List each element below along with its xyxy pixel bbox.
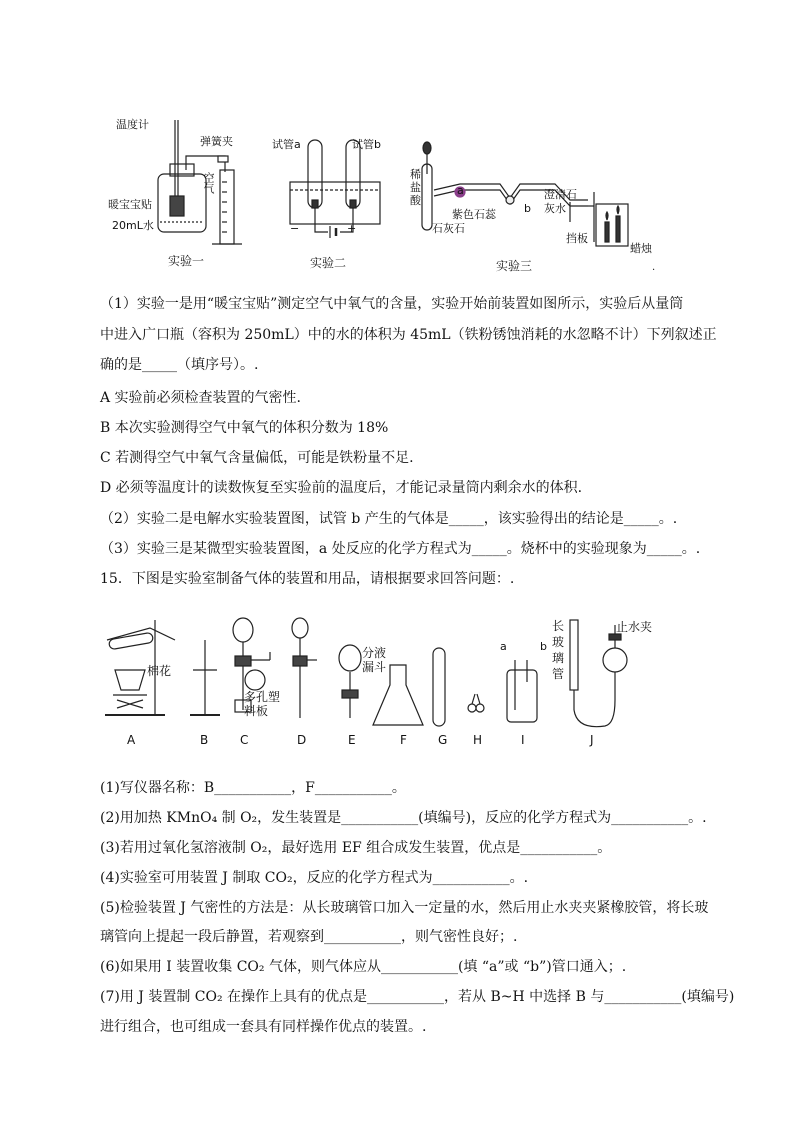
label-air: 空气 — [202, 172, 215, 194]
label-tube-a: 试管a — [272, 138, 301, 151]
q14-option-c: C 若测得空气中氧气含量偏低，可能是铁粉量不足. — [100, 450, 414, 466]
q15-sub7-line1: (7)用 J 装置制 CO₂ 在操作上具有的优点是___________，若从 B~H 中选择 B 与___________(填编号) — [100, 989, 735, 1005]
q14-part1-line3: 确的是_____（填序号）。. — [100, 357, 259, 373]
label-b: b — [524, 202, 531, 215]
letter-c: C — [240, 733, 249, 747]
beaker — [596, 204, 628, 246]
conical-flask — [373, 665, 423, 725]
label-thermometer: 温度计 — [116, 118, 149, 131]
q14-part1-line1: （1）实验一是用“暖宝宝贴”测定空气中氧气的含量，实验开始前装置如图所示，实验后从量筒 — [100, 296, 684, 312]
letter-j: J — [590, 733, 594, 747]
q15-sub7-line2: 进行组合，也可组成一套具有同样操作优点的装置。. — [100, 1019, 427, 1035]
q15-sub5-line2: 璃管向上提起一段后静置，若观察到___________，则气密性良好；. — [100, 929, 518, 945]
label-warmer: 暖宝宝贴 — [108, 198, 152, 211]
candle — [605, 222, 609, 242]
label-tube-b: 试管b — [352, 138, 381, 151]
q15-sub5-line1: (5)检验装置 J 气密性的方法是：从长玻璃管口加入一定量的水，然后用止水夹夹紧橡胶管，将长玻 — [100, 900, 709, 916]
label-tube-port-a: a — [500, 640, 507, 653]
caption-exp2: 实验二 — [310, 256, 347, 270]
letter-e: E — [348, 733, 356, 747]
label-plus: + — [347, 222, 357, 235]
q14-option-b: B 本次实验测得空气中氧气的体积分数为 18% — [100, 420, 389, 436]
label-acid: 稀盐酸 — [410, 168, 421, 207]
q15-sub4: (4)实验室可用装置 J 制取 CO₂，反应的化学方程式为___________。. — [100, 870, 529, 886]
label-candle: 蜡烛 — [630, 242, 652, 255]
label-limewater: 澄清石灰水 — [544, 188, 577, 215]
label-stop-clamp: 止水夹 — [616, 620, 653, 634]
q14-part2: （2）实验二是电解水实验装置图，试管 b 产生的气体是_____，该实验得出的结论是_____。. — [100, 511, 678, 527]
measuring-cylinder — [220, 170, 234, 244]
letter-b: B — [200, 733, 209, 747]
letter-d: D — [297, 733, 307, 747]
letter-i: I — [521, 733, 525, 747]
letter-f: F — [400, 733, 407, 747]
q15-sub2: (2)用加热 KMnO₄ 制 O₂，发生装置是___________(填编号)，反应的化学方程式为___________。. — [100, 810, 707, 826]
label-baffle: 挡板 — [566, 232, 588, 245]
label-long-tube: 长玻璃管 — [552, 619, 565, 681]
q14-part1-line2: 中进入广口瓶（容积为 250mL）中的水的体积为 45mL（铁粉锈蚀消耗的水忽略不计）下列叙述正 — [100, 327, 717, 343]
label-clamp: 弹簧夹 — [200, 135, 233, 148]
caption-exp3: 实验三 — [496, 259, 533, 273]
letter-h: H — [473, 733, 483, 747]
label-limestone: 石灰石 — [432, 222, 465, 235]
label-a: a — [457, 184, 464, 197]
q14-option-a: A 实验前必须检查装置的气密性. — [100, 390, 302, 406]
apparatus-figure — [95, 600, 655, 750]
label-tube-port-b: b — [540, 640, 547, 653]
label-cotton: 棉花 — [147, 664, 172, 678]
q15-sub6: (6)如果用 I 装置收集 CO₂ 气体，则气体应从___________(填 “a”或 “b”)管口通入；. — [100, 959, 627, 975]
warmer-patch — [170, 196, 184, 216]
letter-a: A — [127, 733, 136, 747]
caption-exp1: 实验一 — [168, 254, 205, 268]
tube-a — [308, 140, 322, 208]
label-water: 20mL水 — [112, 219, 154, 232]
label-minus: − — [290, 222, 300, 235]
q15-sub1: (1)写仪器名称：B___________，F___________。 — [100, 780, 406, 796]
q14-option-d: D 必须等温度计的读数恢复至实验前的温度后，才能记录量筒内剩余水的体积. — [100, 480, 583, 496]
letter-g: G — [438, 733, 448, 747]
label-funnel: 分液漏斗 — [362, 646, 387, 674]
q15-title: 15．下图是实验室制备气体的装置和用品，请根据要求回答问题：. — [100, 571, 515, 587]
q14-part3: （3）实验三是某微型实验装置图，a 处反应的化学方程式为_____。烧杯中的实验现象为_____。. — [100, 541, 701, 557]
label-litmus: 紫色石蕊 — [452, 208, 496, 221]
electrolysis-tank — [290, 182, 380, 224]
q15-sub3: (3)若用过氧化氢溶液制 O₂，最好选用 EF 组合成发生装置，优点是___________。 — [100, 840, 612, 856]
label-porous-plate: 多孔塑料板 — [244, 690, 281, 718]
